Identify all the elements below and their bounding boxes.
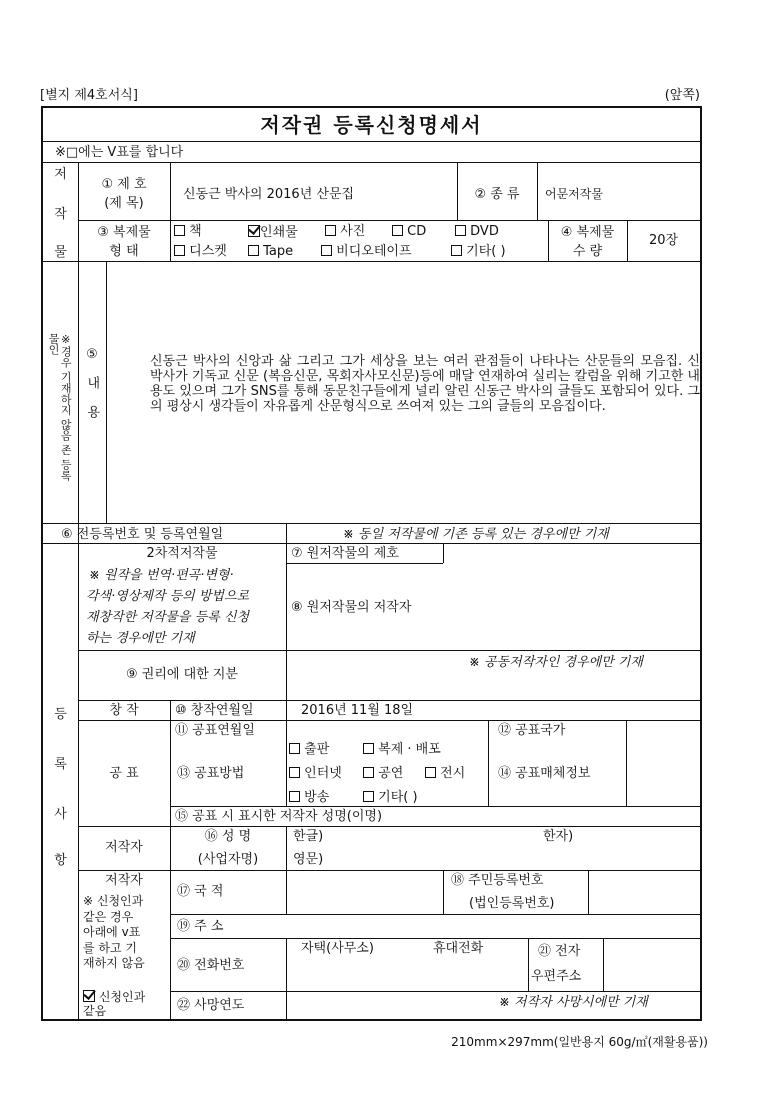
- section-reg-1: 등: [54, 707, 67, 722]
- checkbox-icon: [425, 767, 436, 778]
- author2-note-2: 같은 경우: [83, 910, 134, 924]
- pub-media-label: ⑭ 공표매체정보: [498, 766, 591, 781]
- name-english[interactable]: 영문): [293, 852, 324, 867]
- rule: [78, 870, 700, 871]
- content-label: 내 용: [84, 376, 100, 425]
- rule: [488, 720, 489, 806]
- checkbox-icon: [451, 245, 462, 256]
- original-title-label: ⑦ 원저작물의 제호: [291, 546, 399, 561]
- rule: [170, 806, 700, 807]
- instruction: ※□에는 V표를 합니다: [55, 145, 184, 160]
- checkbox-icon: [289, 767, 300, 778]
- mobile-label: 휴대전화: [433, 941, 484, 956]
- creation-label: 창 작: [109, 703, 139, 718]
- section-work-1: 저: [54, 167, 67, 182]
- pub-option-internet[interactable]: 인터넷: [289, 767, 342, 780]
- qty-value[interactable]: 20장: [648, 233, 679, 248]
- pub-country-label: ⑫ 공표국가: [498, 723, 566, 738]
- paper-spec: 210mm×297mm(일반용지 60g/㎡(재활용품)): [451, 1035, 708, 1049]
- author2-note-5: 재하지 않음: [83, 956, 145, 970]
- rights-label: ⑨ 권리에 대한 지분: [126, 667, 238, 682]
- same-applicant-label: 같음: [83, 1004, 107, 1018]
- option-cd[interactable]: CD: [392, 225, 426, 238]
- checkbox-icon: [174, 245, 185, 256]
- checkbox-icon: [248, 245, 259, 256]
- pub-option-print[interactable]: 출판: [289, 743, 329, 756]
- rule: [43, 261, 700, 262]
- rule: [43, 543, 700, 544]
- rule: [78, 650, 700, 651]
- page-side: (앞쪽): [664, 88, 700, 103]
- rule: [528, 938, 529, 991]
- derivative-note-1: ※ 원작을 번역·편곡·변형·: [89, 568, 234, 583]
- author2-note-4: 를 하고 기: [83, 941, 137, 955]
- original-author-label: ⑧ 원저작물의 저작자: [291, 600, 412, 615]
- name-label-sub: (사업자명): [197, 852, 259, 867]
- rule: [43, 141, 700, 142]
- rule: [106, 261, 107, 523]
- rule: [43, 162, 700, 163]
- rule: [78, 700, 700, 701]
- checkbox-icon: [321, 245, 332, 256]
- rule: [170, 162, 171, 261]
- prior-label: ⑥ 전등록번호 및 등록연월일: [61, 527, 224, 542]
- option-print[interactable]: 인쇄물: [248, 225, 298, 239]
- pub-author-name-label: ⑮ 공표 시 표시한 저작자 성명(이명): [175, 809, 383, 824]
- rule: [286, 938, 287, 1021]
- death-note: ※ 저작자 사망시에만 기재: [499, 995, 648, 1010]
- publication-label: 공 표: [109, 766, 139, 781]
- email-label: ㉑ 전자: [538, 944, 581, 959]
- rule: [78, 162, 79, 1021]
- rule: [286, 650, 287, 700]
- title-label: ① 제 호: [101, 177, 147, 192]
- resident-no-label: ⑱ 주민등록번호: [451, 873, 544, 888]
- option-dvd[interactable]: DVD: [455, 225, 499, 238]
- rule: [78, 720, 700, 721]
- checkbox-icon: [174, 225, 185, 236]
- checkbox-icon: [363, 791, 374, 802]
- qty-label: ④ 복제물: [560, 225, 615, 240]
- title-label-sub: (제 목): [104, 196, 144, 211]
- rule: [286, 826, 287, 914]
- section-reg-2: 록: [54, 757, 67, 772]
- section-reg-4: 항: [54, 853, 67, 868]
- prior-note: ※ 동일 저작물에 기존 등록 있는 경우에만 기재: [343, 527, 609, 542]
- creation-date-value[interactable]: 2016년 11월 18일: [301, 703, 414, 718]
- content-text[interactable]: 신동근 박사의 신앙과 삶 그리고 그가 세상을 보는 여러 관점들이 나타나는 산문들의 모음집. 신 박사가 기독교 신문 (복음신문, 목회자사모신문)등에 매달 연재하여 실리는 칼럼을 위해 기고한 내용도 있으며 그가 SNS를 통해 동문친구들에게 널리 알린 신동근 박사의 글들도 포함되어 있다. 그의 평상시 생각들이 자유롭게 산문형식으로 쓰여져 있는 그의 글들의 모음집이다.: [150, 354, 700, 414]
- derivative-note-3: 재창작한 저작물을 등록 신청: [86, 610, 250, 625]
- form-label: ③ 복제물: [97, 225, 151, 240]
- content-number: ⑤: [86, 347, 98, 362]
- rule: [170, 914, 700, 915]
- form-number: [별지 제4호서식]: [40, 88, 138, 103]
- death-year-label: ㉒ 사망연도: [177, 998, 245, 1013]
- rule: [603, 938, 604, 991]
- nationality-label: ⑰ 국 적: [177, 884, 224, 899]
- option-diskette[interactable]: 디스켓: [174, 245, 227, 258]
- checkbox-icon: [289, 791, 300, 802]
- email-label-sub: 우편주소: [531, 969, 582, 984]
- checked-box-icon: [83, 990, 95, 1002]
- rule: [443, 543, 444, 563]
- option-book[interactable]: 책: [174, 225, 202, 238]
- checkbox-icon: [455, 225, 466, 236]
- pub-option-performance[interactable]: 공연: [363, 767, 403, 780]
- kind-label: ② 종 류: [474, 187, 520, 202]
- rights-note: ※ 공동저작자인 경우에만 기재: [469, 655, 643, 670]
- home-phone-label: 자택(사무소): [301, 941, 374, 956]
- pub-date-label: ⑪ 공표연월일: [175, 723, 255, 738]
- address-label: ⑲ 주 소: [177, 919, 224, 934]
- checkbox-icon: [325, 225, 336, 236]
- name-label: ⑯ 성 명: [204, 829, 252, 844]
- checked-box-icon: [248, 225, 260, 237]
- rule: [170, 938, 700, 939]
- same-applicant-checkbox[interactable]: 신청인과: [83, 990, 145, 1003]
- derivative-note-2: 각색·영상제작 등의 방법으로: [86, 589, 250, 604]
- checkbox-icon: [363, 767, 374, 778]
- section-work-2: 작: [54, 207, 67, 222]
- content-note: ※경우 기재하지 않음 존 등록물인: [47, 333, 73, 481]
- author2-note-3: 아래에 v표: [83, 925, 141, 939]
- rule: [537, 162, 538, 220]
- corp-no-label: (법인등록번호): [469, 896, 555, 911]
- option-videotape[interactable]: 비디오테이프: [321, 245, 412, 258]
- pub-option-exhibit[interactable]: 전시: [425, 767, 465, 780]
- pub-method-label: ⑬ 공표방법: [177, 766, 245, 781]
- author-label: 저작자: [105, 840, 143, 855]
- rule: [43, 523, 700, 524]
- pub-option-other[interactable]: 기타( ): [363, 791, 418, 804]
- checkbox-icon: [392, 225, 403, 236]
- creation-date-label: ⑩ 창작연월일: [175, 703, 254, 718]
- option-other[interactable]: 기타( ): [451, 245, 506, 258]
- rule: [626, 720, 627, 806]
- option-photo[interactable]: 사진: [325, 225, 365, 238]
- registration-form: [41, 106, 702, 1021]
- spacer: [43, 958, 78, 959]
- rule: [286, 700, 287, 806]
- rule: [588, 870, 589, 914]
- name-korean[interactable]: 한글): [293, 829, 324, 844]
- author2-note-1: ※ 신청인과: [83, 894, 144, 908]
- option-tape[interactable]: Tape: [248, 245, 293, 258]
- checkbox-icon: [363, 743, 374, 754]
- rule: [170, 991, 700, 992]
- author2-label: 저작자: [105, 873, 143, 888]
- kind-value[interactable]: 어문저작물: [545, 187, 603, 201]
- derivative-label: 2차적저작물: [146, 546, 218, 561]
- pub-option-broadcast[interactable]: 방송: [289, 791, 329, 804]
- checkbox-icon: [289, 743, 300, 754]
- title-value[interactable]: 신동근 박사의 2016년 산문집: [183, 187, 355, 202]
- rule: [78, 826, 700, 827]
- pub-option-distribute[interactable]: 복제 · 배포: [363, 743, 441, 756]
- section-work-3: 물: [54, 245, 67, 260]
- rule: [286, 523, 287, 543]
- rule: [286, 543, 287, 650]
- rule: [286, 563, 443, 564]
- derivative-note-4: 하는 경우에만 기재: [86, 631, 195, 646]
- phone-label: ⑳ 전화번호: [177, 958, 245, 973]
- name-hanja[interactable]: 한자): [543, 829, 574, 844]
- qty-label-sub: 수 량: [572, 244, 603, 259]
- form-title: 저작권 등록신청명세서: [260, 113, 483, 137]
- form-label-sub: 형 태: [109, 244, 139, 259]
- rule: [78, 220, 700, 221]
- rule: [443, 870, 444, 914]
- section-reg-3: 사: [54, 807, 67, 822]
